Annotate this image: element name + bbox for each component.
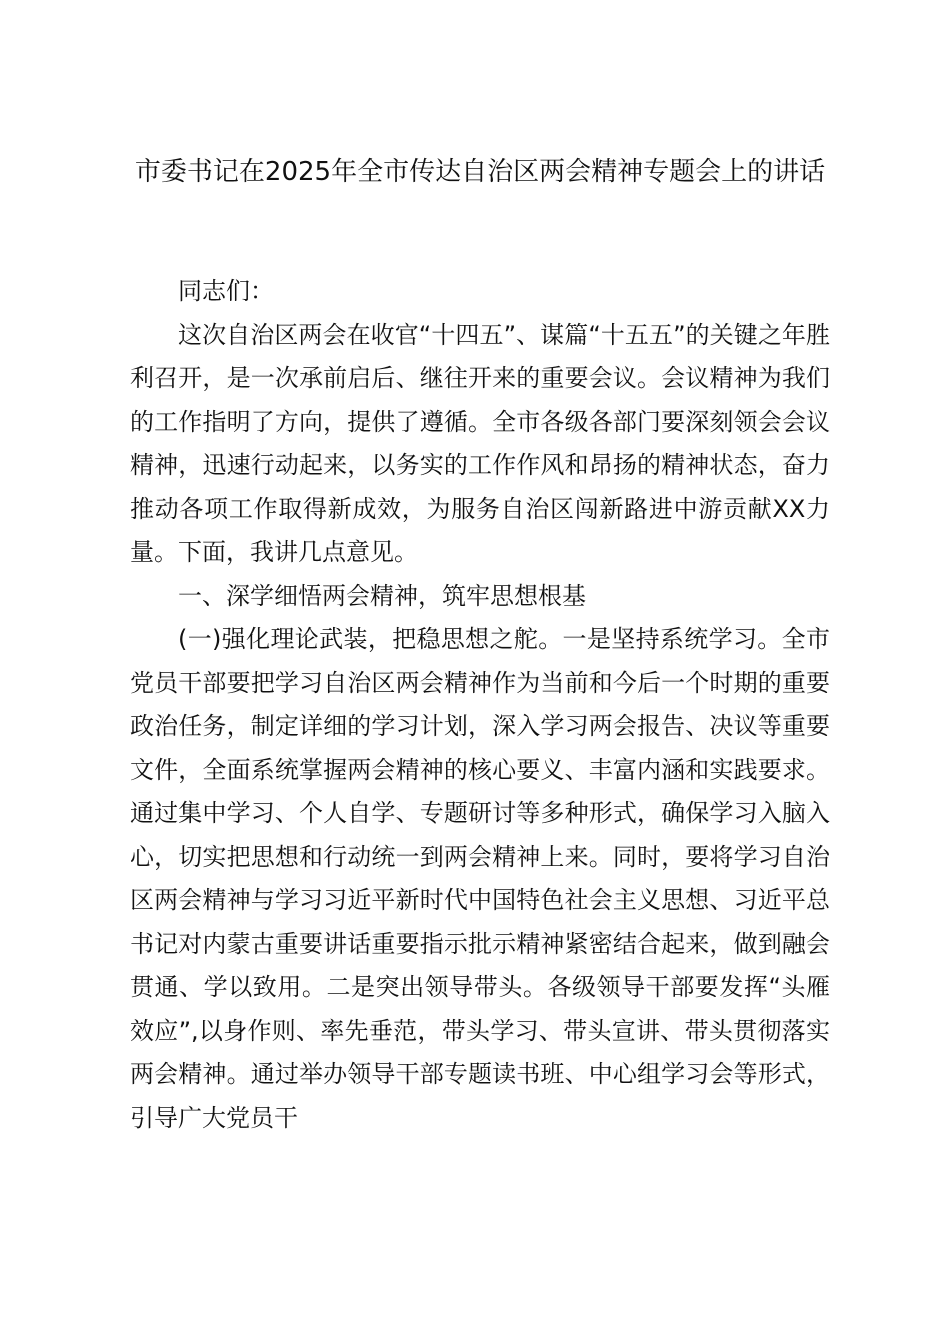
document-title: 市委书记在2025年全市传达自治区两会精神专题会上的讲话: [134, 157, 826, 187]
section-heading: 一、深学细悟两会精神，筑牢思想根基: [178, 581, 586, 610]
intro-paragraph: 这次自治区两会在收官“十四五”、谋篇“十五五”的关键之年胜利召开，是一次承前启后、继往开来的重要会议。会议精神为我们的工作指明了方向，提供了遵循。全市各级各部门要深刻领会会议精神，迅速行动起来，以务实的工作作风和昂扬的精神状态，奋力推动各项工作取得新成效，为服务自治区闯新路进中游贡献XX力量。下面，我讲几点意见。: [130, 320, 830, 566]
document-body: [130, 270, 830, 1140]
body-paragraph: (一)强化理论武装，把稳思想之舵。一是坚持系统学习。全市党员干部要把学习自治区两会精神作为当前和今后一个时期的重要政治任务，制定详细的学习计划，深入学习两会报告、决议等重要文件，全面系统掌握两会精神的核心要义、丰富内涵和实践要求。通过集中学习、个人自学、专题研讨等多种形式，确保学习入脑入心，切实把思想和行动统一到两会精神上来。同时，要将学习自治区两会精神与学习习近平新时代中国特色社会主义思想、习近平总书记对内蒙古重要讲话重要指示批示精神紧密结合起来，做到融会贯通、学以致用。二是突出领导带头。各级领导干部要发挥“头雁效应”,以身作则、率先垂范，带头学习、带头宣讲、带头贯彻落实两会精神。通过举办领导干部专题读书班、中心组学习会等形式，引导广大党员干: [130, 625, 830, 1132]
salutation-paragraph: 同志们：: [178, 277, 274, 305]
